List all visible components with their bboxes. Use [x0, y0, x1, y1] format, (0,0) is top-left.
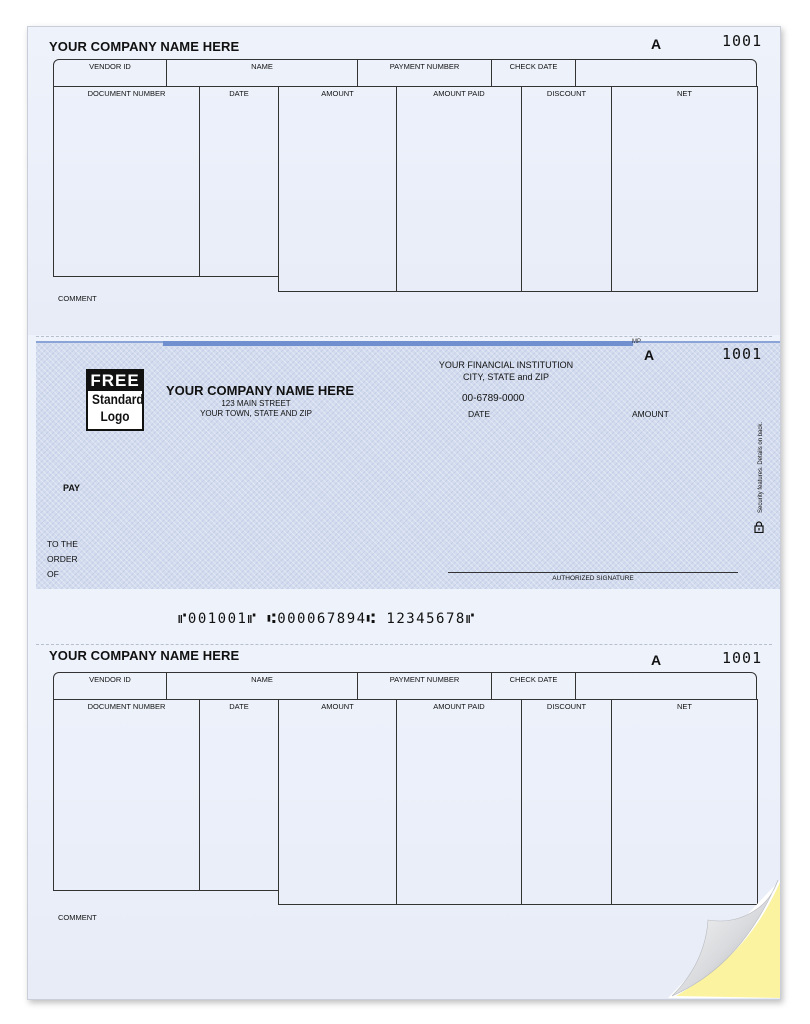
padlock-icon — [754, 521, 764, 533]
column-amount-paid: AMOUNT PAID — [396, 86, 522, 292]
micr-line: ⑈001001⑈ ⑆000067894⑆ 12345678⑈ — [178, 611, 476, 627]
header-cell-check-date: CHECK DATE — [492, 60, 576, 86]
authorized-signature-label: AUTHORIZED SIGNATURE — [552, 575, 634, 582]
column-date: DATE — [199, 699, 279, 891]
mp-security-mark: MP — [632, 339, 641, 345]
order-line-2: ORDER — [47, 554, 78, 564]
top-voucher-stub — [28, 27, 780, 335]
pay-to-order-label — [47, 537, 78, 582]
signature-line — [448, 572, 738, 573]
column-discount: DISCOUNT — [521, 86, 612, 292]
column-net: NET — [611, 699, 758, 905]
logo-free-text: FREE — [88, 371, 142, 391]
bottom-stub-header-row — [53, 672, 757, 700]
check-form-code: A — [644, 347, 655, 363]
order-line-1: TO THE — [47, 539, 78, 549]
free-standard-logo — [86, 369, 144, 431]
bank-city: CITY, STATE and ZIP — [462, 372, 550, 382]
column-discount: DISCOUNT — [521, 699, 612, 905]
check-form-sheet — [27, 26, 781, 1000]
column-amount: AMOUNT — [278, 699, 397, 905]
header-cell-payment-number: PAYMENT NUMBER — [358, 60, 492, 86]
bank-name: YOUR FINANCIAL INSTITUTION — [438, 360, 574, 370]
header-cell-vendor-id: VENDOR ID — [54, 60, 167, 86]
column-amount: AMOUNT — [278, 86, 397, 292]
bottom-stub-company-name: YOUR COMPANY NAME HERE — [49, 648, 240, 663]
check-company-address — [166, 399, 346, 419]
column-net: NET — [611, 86, 758, 292]
perforation-line-top — [36, 336, 772, 337]
header-cell-vendor-id: VENDOR ID — [54, 673, 167, 699]
column-amount-paid: AMOUNT PAID — [396, 699, 522, 905]
bottom-stub-form-code: A — [651, 652, 662, 668]
date-label: DATE — [468, 409, 491, 419]
check-accent-bar — [163, 341, 633, 346]
address-line-2: YOUR TOWN, STATE AND ZIP — [200, 409, 312, 418]
top-stub-form-code: A — [651, 36, 662, 52]
check-body — [36, 341, 780, 589]
header-cell-name: NAME — [167, 673, 358, 699]
logo-logo-text: Logo — [100, 408, 130, 424]
column-date: DATE — [199, 86, 279, 277]
column-document-number: DOCUMENT NUMBER — [53, 699, 200, 891]
top-stub-check-number: 1001 — [722, 32, 763, 50]
top-stub-header-row — [53, 59, 757, 87]
header-cell-payment-number: PAYMENT NUMBER — [358, 673, 492, 699]
address-line-1: 123 MAIN STREET — [221, 399, 291, 408]
column-document-number: DOCUMENT NUMBER — [53, 86, 200, 277]
top-stub-comment-label: COMMENT — [58, 294, 97, 303]
top-stub-company-name: YOUR COMPANY NAME HERE — [49, 39, 240, 54]
check-number: 1001 — [722, 345, 763, 363]
security-features-note: Security features. Details on back. — [758, 421, 764, 513]
routing-fraction: 00-6789-0000 — [462, 393, 525, 404]
bottom-stub-comment-label: COMMENT — [58, 913, 97, 922]
financial-institution — [406, 359, 606, 383]
logo-standard-text: Standard — [92, 391, 144, 407]
page-curl-carbon-copy-icon — [668, 880, 780, 998]
header-cell-name: NAME — [167, 60, 358, 86]
pay-label: PAY — [63, 483, 81, 493]
check-company-name: YOUR COMPANY NAME HERE — [166, 383, 355, 398]
amount-label: AMOUNT — [632, 409, 669, 419]
order-line-3: OF — [47, 569, 59, 579]
header-cell-check-date: CHECK DATE — [492, 673, 576, 699]
bottom-stub-check-number: 1001 — [722, 649, 763, 667]
